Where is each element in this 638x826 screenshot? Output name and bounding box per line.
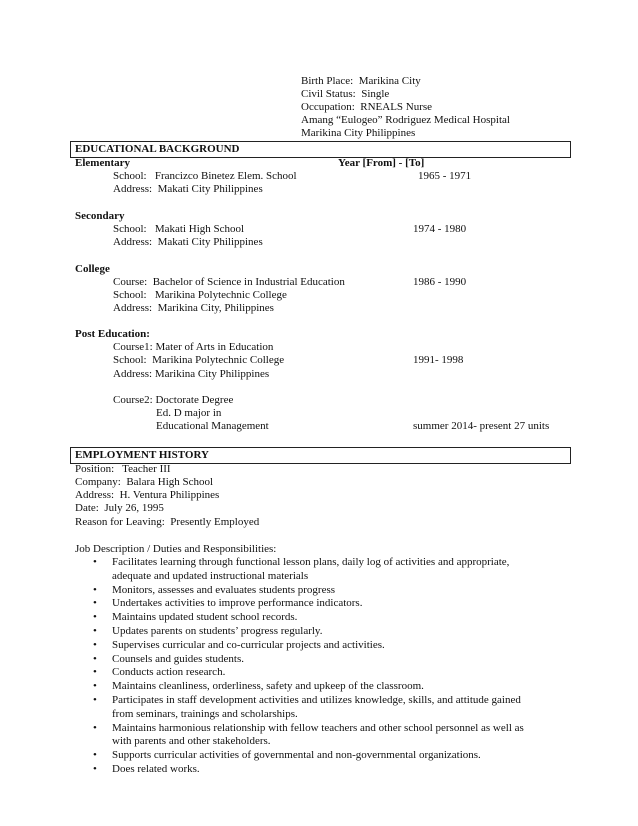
post-school: School: Marikina Polytechnic College [113,354,285,366]
employment-company: Company: Balara High School [75,476,214,488]
secondary-school: School: Makati High School [113,223,245,235]
post-education-label: Post Education: [75,328,150,340]
employment-heading-box [70,447,571,464]
post-course2-years: summer 2014- present 27 units [413,420,550,432]
duties-heading: Job Description / Duties and Responsibilities: [75,543,277,555]
employment-address: Address: H. Ventura Philippines [75,489,220,501]
employment-position: Position: Teacher III [75,463,171,475]
duty-item: • Participates in staff development activities and utilizes knowledge, skills, and attitude gained from seminars, trainings and scholarships. [93,694,563,722]
secondary-label: Secondary [75,210,125,222]
duty-item: • Maintains updated student school records. [93,611,563,625]
elementary-label: Elementary [75,157,130,169]
duty-item: • Undertakes activities to improve performance indicators. [93,597,563,611]
secondary-address: Address: Makati City Philippines [113,236,263,248]
duty-item: • Does related works. [93,763,563,777]
college-address: Address: Marikina City, Philippines [113,302,274,314]
post-course2-line3: Educational Management [156,420,269,432]
college-label: College [75,263,110,275]
workplace: Amang “Eulogeo” Rodriguez Medical Hospital [301,114,510,126]
duty-item: • Supports curricular activities of governmental and non-governmental organizations. [93,749,563,763]
employment-heading: EMPLOYMENT HISTORY [75,449,209,461]
year-header: Year [From] - [To] [338,157,425,169]
post-course1: Course1: Mater of Arts in Education [113,341,274,353]
post-course2: Course2: Doctorate Degree [113,394,234,406]
elementary-years: 1965 - 1971 [418,170,472,182]
duty-item: • Supervises curricular and co-curricular projects and activities. [93,639,563,653]
education-heading: EDUCATIONAL BACKGROUND [75,143,240,155]
secondary-years: 1974 - 1980 [413,223,467,235]
duty-item: • Monitors, assesses and evaluates students progress [93,584,563,598]
elementary-address: Address: Makati City Philippines [113,183,263,195]
post-years: 1991- 1998 [413,354,464,366]
post-course2-line2: Ed. D major in [156,407,222,419]
duty-item: • Maintains harmonious relationship with fellow teachers and other school personnel as well as with parents and other stakeholders. [93,722,563,750]
college-years: 1986 - 1990 [413,276,467,288]
post-address: Address: Marikina City Philippines [113,368,270,380]
elementary-school: School: Francizco Binetez Elem. School [113,170,297,182]
employment-reason: Reason for Leaving: Presently Employed [75,516,260,528]
birth-place: Birth Place: Marikina City [301,75,421,87]
duty-item: • Updates parents on students’ progress regularly. [93,625,563,639]
workplace-address: Marikina City Philippines [301,127,416,139]
college-course: Course: Bachelor of Science in Industrial Education [113,276,345,288]
duty-item: • Maintains cleanliness, orderliness, safety and upkeep of the classroom. [93,680,563,694]
civil-status: Civil Status: Single [301,88,390,100]
employment-date: Date: July 26, 1995 [75,502,164,514]
college-school: School: Marikina Polytechnic College [113,289,287,301]
education-heading-box [70,141,571,158]
duty-item: • Counsels and guides students. [93,653,563,667]
duty-item: • Conducts action research. [93,666,563,680]
occupation: Occupation: RNEALS Nurse [301,101,433,113]
duty-item: • Facilitates learning through functional lesson plans, daily log of activities and appropriate, adequate and updated instructional materials [93,556,563,584]
duties-list [93,556,563,777]
